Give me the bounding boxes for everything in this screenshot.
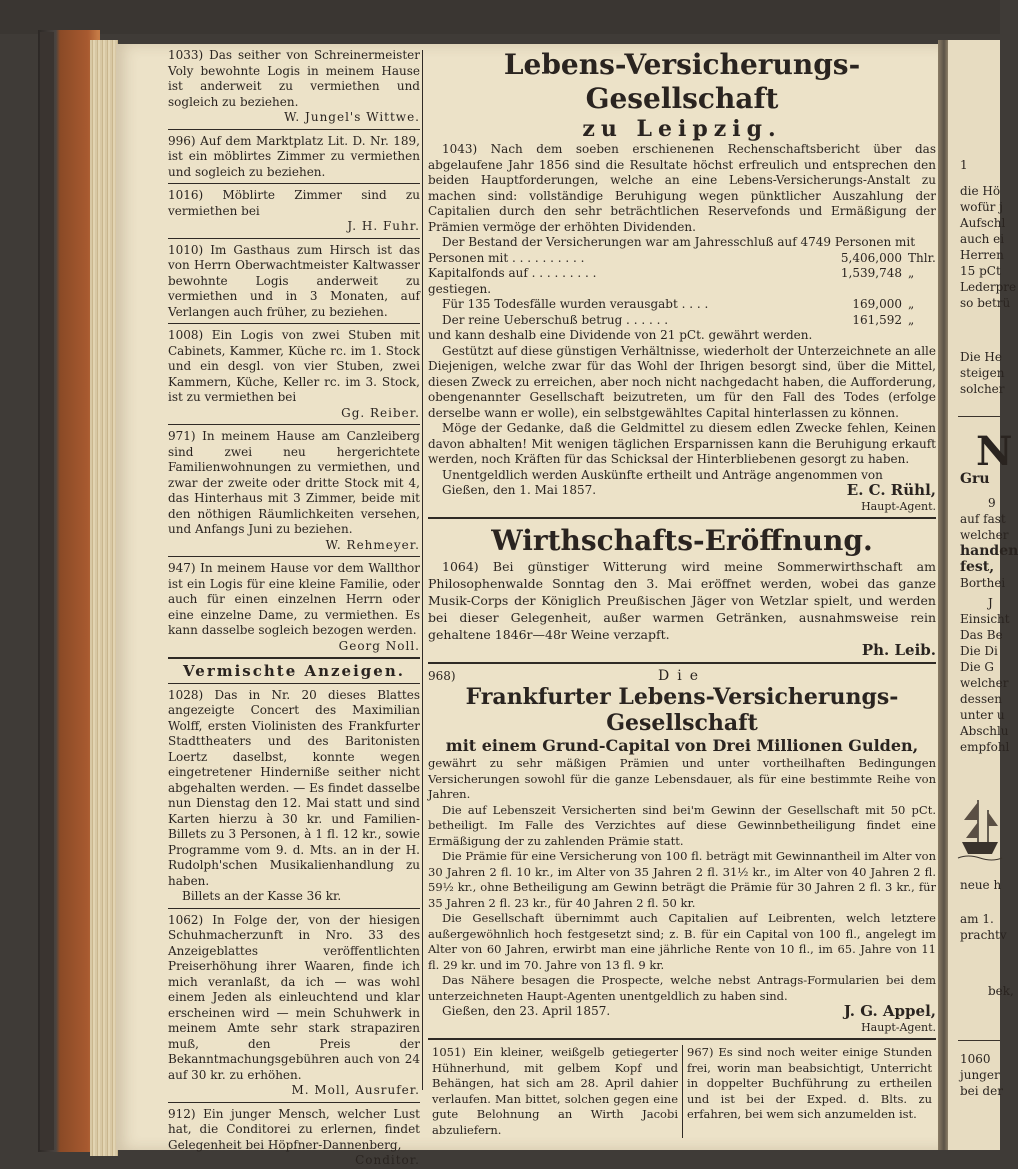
next-page-text: Einsicht [960,612,1010,626]
ad-971: 971) In meinem Hause am Canzleiberg sind zwei neu hergerichtete Familienwohnungen zu vermiethen, und zwar der zweite oder dritte Stock mit 4, das Hinterhaus mit 3 Zimmer, beide mit den nöthigen Räumlichkeiten versehen, und Anfangs Juni zu beziehen. W. Rehmeyer. [168,429,420,552]
signature-ruehl: E. C. Rühl, [846,481,936,499]
ad-1028: 1028) Das in Nr. 20 dieses Blattes angezeigte Concert des Maximilian Wolff, ersten Violinisten des Frankfurter Stadttheaters und des Baritonisten Loertz daselbst, konnte wegen eingetretener Hinderniße seither nicht abgehalten werden. — Es findet dasselbe nun Dienstag den 12. Mai statt und sind Karten hierzu à 30 kr. und Familien-Billets zu 3 Personen, à 1 fl. 12 kr., sowie Programme vom 9. d. Mts. an in der H. Rudolph'schen Musikalienhandlung zu haben. Billets an der Kasse 36 kr. [168,687,420,903]
ad-996: 996) Auf dem Marktplatz Lit. D. Nr. 189, ist ein möblirtes Zimmer zu vermiethen und sogleich zu beziehen. [168,133,420,179]
table-label: Kapitalfonds auf . . . . . . . . . [428,266,597,280]
ad-number-968: 968) [428,668,456,683]
signature-leib: Ph. Leib. [861,641,936,659]
next-page-text: Die G [960,660,994,674]
next-page-text: auf fast [960,512,1006,526]
next-page-text: die Hö [960,184,1001,198]
section-heading-vermischte: Vermischte Anzeigen. [183,662,405,680]
ad-967: 967) Es sind noch weiter einige Stunden frei, worin man beabsichtigt, Unterricht in doppelter Buchführung zu ertheilen und ist bei der Exped. d. Blts. zu erfahren, bei wem sich anzumelden ist. [682,1045,936,1138]
table-label: Personen mit . . . . . . . . . . [428,250,585,265]
table-unit [908,282,936,298]
dateline-968: Gießen, den 23. April 1857. [442,1004,611,1018]
ad-968-c: Die Prämie für eine Versicherung von 100 fl. beträgt mit Gewinnantheil im Alter von 30 Jahren 2 fl. 10 kr., im Alter von 35 Jahren 2 fl. 31½ kr., im Alter von 40 Jahren 2 fl. 59½ kr., ohne Betheiligung am Gewinn beträgt die Prämie für 30 Jahren 2 fl. 3 kr., für 35 Jahren 2 fl. 23 kr., für 40 Jahren 2 fl. 50 kr. [428,849,936,910]
middle-column [428,48,936,1138]
next-page-text: fest, [960,559,995,575]
next-page-text: 1060 [960,1052,991,1066]
ad-1010: 1010) Im Gasthaus zum Hirsch ist das von Herrn Oberwachtmeister Kaltwasser bewohnte Logis anderweit zu vermiethen und in 3 Monaten, auf Verlangen auch früher, zu beziehen. [168,242,420,319]
heading-grund-capital: mit einem Grund-Capital von Drei Millionen Gulden, [445,736,919,755]
ad-1008: 1008) Ein Logis von zwei Stuben mit Cabinets, Kammer, Küche rc. im 1. Stock und ein desgl. von vier Stuben, zwei Kammern, Küche, Keller rc. im 3. Stock, ist zu vermiethen bei Gg. Reiber. [168,328,420,420]
ad-1043: 1043) Nach dem soeben erschienenen Rechenschaftsbericht über das abgelaufene Jahr 1856 sind die Resultate höchst erfreulich und entsprechen den beiden Hauptforderungen, welche an eine Lebens-Versicherungs-Anstalt zu machen sind: vollständige Beruhigung wegen pünktlicher Auszahlung der Capitalien durch den sehr beträchtlichen Reservefonds und Ermäßigung der Prämien vermöge der erhöhten Dividenden. [428,142,936,234]
table-label: Für 135 Todesfälle wurden verausgabt . . . . [442,297,709,311]
ad-1043-para3: Möge der Gedanke, daß die Geldmittel zu diesem edlen Zwecke fehlen, Keinen davon abhalten! Mit wenigen täglichen Ersparnissen kann die Beruhigung erkauft werden, noch Kräften für das Schicksal der Hinterbliebenen gesorgt zu haben. [428,421,936,466]
next-page-text: empfohl [960,740,1010,754]
ad-968-d: Die Gesellschaft übernimmt auch Capitalien auf Leibrenten, welch letztere außergewöhnlich hoch festgesetzt sind; z. B. für ein Capital von 100 fl., angelegt im Alter von 60 Jahren, erwirbt man eine jährliche Rente von 10 fl., im 65. Jahre von 11 fl. 29 kr. und im 70. Jahre von 13 fl. 9 kr. [428,911,936,972]
next-page-text: 9 [988,496,996,510]
next-page-text: 15 pCt [960,264,1001,278]
next-page-text: neue h [960,878,1002,892]
table-label: Der reine Ueberschuß betrug . . . . . . [442,312,669,327]
ad-1043-para2: Gestützt auf diese günstigen Verhältnisse, wiederholt der Unterzeichnete an alle Diejenigen, welche zwar für das Wohl der Ihrigen besorgt sind, über die Mittel, diesen Zweck zu erreichen, aber noch nicht nachgedacht haben, die Aufforderung, obengenannter Gesellschaft beizutreten, um für den Fall des Todes (erfolge derselbe wann er wolle), ein selbstgewähltes Capital hinterlassen zu können. [428,343,936,420]
ad-1043-bestand: Der Bestand der Versicherungen war am Jahresschluß auf 4749 Personen mit [442,235,916,249]
ship-illustration [958,780,1002,870]
next-page-text: Herren [960,248,1004,262]
next-page-text: dessen [960,692,1002,706]
next-page-text: unter u [960,708,1005,722]
dateline-1043: Gießen, den 1. Mai 1857. [442,483,597,497]
next-page-text: Borthei [960,576,1006,590]
next-page-text: junger [960,1068,1000,1082]
ad-1043-para4: Unentgeldlich werden Auskünfte ertheilt und Anträge angenommen von [442,467,883,482]
table-value [818,282,908,298]
next-page-text: so betrü [960,296,1011,310]
table-unit: „ [908,297,915,311]
book-spine [40,32,54,1150]
next-page-text: welcher [960,676,1009,690]
next-page-text: handen [960,543,1018,559]
next-page-text: bek, [988,984,1014,998]
next-page-text: Die Di [960,644,998,658]
heading-wirthschafts-eroeffnung: Wirthschafts-Eröffnung. [491,524,873,557]
next-page-text: auch ei [960,232,1005,246]
left-column [168,48,420,1169]
heading-frankfurter: Frankfurter Lebens-Versicherungs-Gesellschaft [465,684,899,736]
ad-1062: 1062) In Folge der, von der hiesigen Schuhmacherzunft in Nro. 33 des Anzeigeblattes veröffentlichten Preiserhöhung ihrer Waaren, finde ich mich veranlaßt, da ich — was wohl einem Jeden als einleuchtend und klar erscheinen wird — mein Schuhwerk in meinem Amte sehr stark strapaziren muß, den Preis der Bekanntmachungsgebühren auch von 24 auf 30 kr. zu erhöhen. M. Moll, Ausrufer. [168,912,420,1097]
next-page-sliver [948,40,1018,1150]
ad-1016: 1016) Möblirte Zimmer sind zu vermiethen bei J. H. Fuhr. [168,188,420,233]
signature-appel: J. G. Appel, [843,1002,936,1020]
table-value: 1,539,748 [840,266,902,280]
table-unit: „ [908,266,915,280]
signature-title-968: Haupt-Agent. [861,1020,936,1034]
ad-1043-dividende: und kann deshalb eine Dividende von 21 pCt. gewährt werden. [428,328,813,342]
page-edges [90,40,118,1156]
ad-912: 912) Ein junger Mensch, welcher Lust hat, die Conditorei zu erlernen, findet Gelegenheit bei Höpfner-Dannenberg, Conditor. [168,1106,420,1167]
heading-lebens-versicherung: Lebens-Versicherungs-Gesellschaft [503,48,861,115]
next-page-text: Gru [960,471,990,487]
next-page-text: Abschlu [960,724,1009,738]
next-page-text: bei der [960,1084,1003,1098]
signature-title-1043: Haupt-Agent. [861,499,936,513]
next-page-text: Das Be [960,628,1003,642]
next-page-text: welcher [960,528,1009,542]
ad-1064: 1064) Bei günstiger Witterung wird meine Sommerwirthschaft am Philosophenwalde Sonntag den 3. Mai eröffnet werden, wobei das ganze Musik-Corps der Königlich Preußischen Jäger von Wetzlar spielt, und werden bei dieser Gelegenheit, außer warmen Getränken, ausnahmsweise rein gehaltene 1846r—48r Weine verzapft. [428,559,936,642]
next-page-big-letter: N [976,428,1013,475]
next-page-text: solcher [960,382,1005,396]
next-page-text: steigen [960,366,1005,380]
table-label: gestiegen. [428,281,492,296]
ad-1051: 1051) Ein kleiner, weißgelb getiegerter Hühnerhund, mit gelbem Kopf und Behängen, hat sich am 28. April dahier verlaufen. Man bittet, solchen gegen eine gute Belohnung an Wirth Jacobi abzuliefern. [432,1045,678,1137]
next-page-text: J [988,596,993,610]
ad-968-a: gewährt zu sehr mäßigen Prämien und unter vortheilhaften Bedingungen Versicherungen sowohl für die ganze Lebensdauer, als für eine bestimmte Reihe von Jahren. [428,756,936,801]
figures-table [428,251,936,329]
next-page-text: Lederpre [960,280,1017,294]
bottom-ads [428,1045,936,1138]
next-page-text: am 1. [960,912,994,926]
ad-968-b: Die auf Lebenszeit Versicherten sind bei'm Gewinn der Gesellschaft mit 50 pCt. betheiligt. Im Falle des Verzichtes auf diese Gewinnbetheiligung findet eine Ermäßigung der zu zahlenden Prämie statt. [428,802,936,848]
next-page-text: Die He [960,350,1002,364]
ad-1033: 1033) Das seither von Schreinermeister Voly bewohnte Logis in meinem Hause ist anderweit zu vermiethen und sogleich zu beziehen. W. Jungel's Wittwe. [168,48,420,124]
table-unit: „ [908,312,915,327]
heading-zu-leipzig: zu Leipzig. [582,116,782,142]
next-page-text: prachtv [960,928,1007,942]
table-unit: Thlr. [908,250,936,265]
ad-947: 947) In meinem Hause vor dem Wallthor ist ein Logis für eine kleine Familie, oder auch für einen einzelnen Herrn oder eine einzelne Dame, zu vermiethen. Es kann dasselbe sogleich bezogen werden. Georg Noll. [168,561,420,653]
next-page-text: Aufschl [960,216,1006,230]
table-value: 5,406,000 [840,250,902,265]
ad-968-e: Das Nähere besagen die Prospecte, welche nebst Antrags-Formularien bei dem unterzeichneten Haupt-Agenten unentgeldlich zu haben sind. [428,973,936,1003]
next-page-text: wofür j [960,200,1003,214]
heading-die: Die [658,667,706,684]
next-page-text: 1 [960,158,968,172]
table-value: 169,000 [852,297,902,311]
table-value: 161,592 [852,312,902,327]
scanner-background [0,0,1000,34]
column-divider [422,50,423,1090]
